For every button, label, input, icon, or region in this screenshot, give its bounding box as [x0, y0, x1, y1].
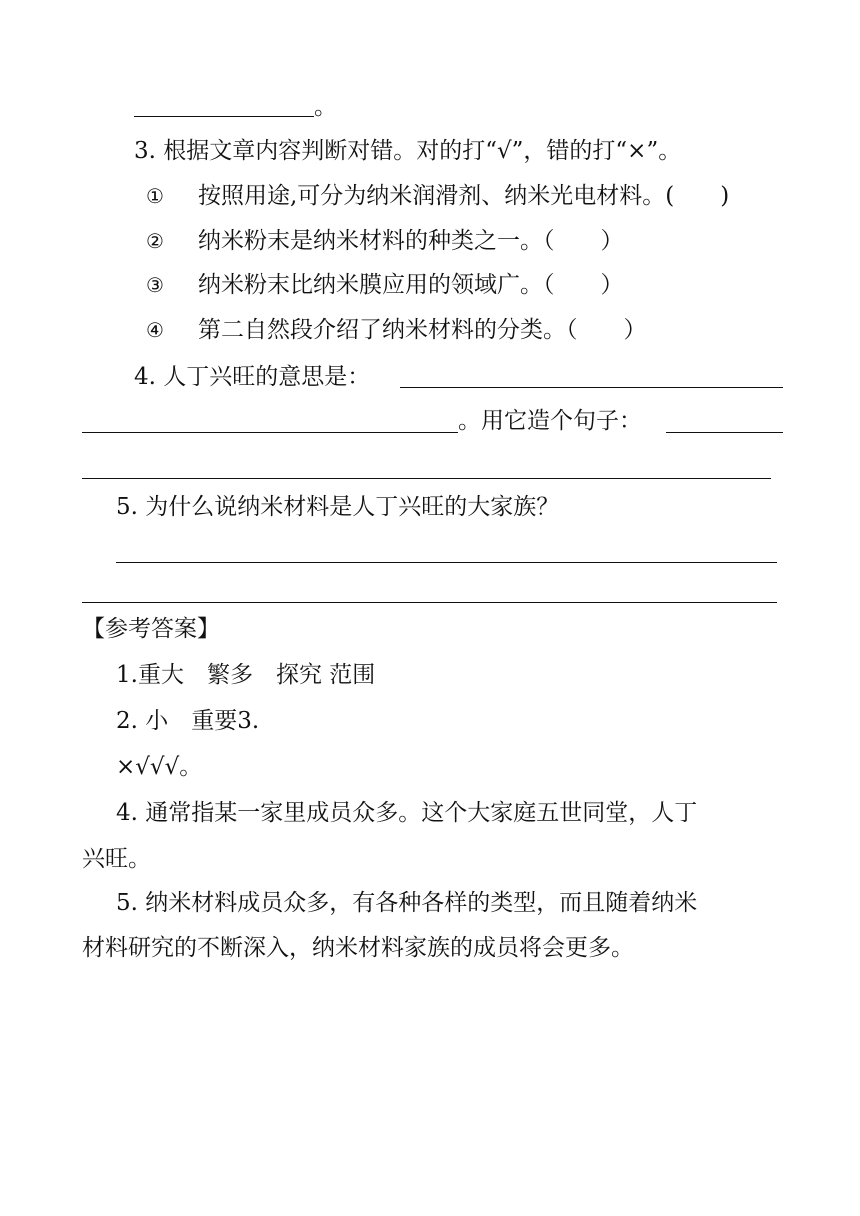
judgment-item-3: 纳米粉末比纳米膜应用的领域广。（ ）: [198, 272, 624, 298]
item-marker-3: ③: [146, 273, 164, 297]
question-4-prompt: 4. 人丁兴旺的意思是：: [134, 364, 371, 390]
answer-blank-q4-meaning[interactable]: [400, 387, 783, 388]
question-3-prompt: 3. 根据文章内容判断对错。对的打“√”，错的打“×”。: [134, 138, 682, 164]
judgment-item-2: 纳米粉末是纳米材料的种类之一。（ ）: [198, 228, 624, 254]
item-marker-1: ①: [146, 184, 164, 208]
answer-3: ×√√√。: [116, 754, 203, 780]
judgment-item-1: 按照用途,可分为纳米润滑剂、纳米光电材料。( ): [198, 183, 730, 209]
question-4-sentence-prompt: 。用它造个句子：: [458, 408, 642, 434]
answer-blank-q5-line1[interactable]: [116, 562, 777, 563]
answer-4-line1: 4. 通常指某一家里成员众多。这个大家庭五世同堂，人丁: [116, 800, 698, 826]
answer-5-line2: 材料研究的不断深入，纳米材料家族的成员将会更多。: [82, 935, 634, 961]
item-marker-2: ②: [146, 229, 164, 253]
q2-tail-punctuation: 。: [314, 94, 337, 120]
answer-5-line1: 5. 纳米材料成员众多，有各种各样的类型，而且随着纳米: [116, 890, 698, 916]
item-marker-4: ④: [146, 318, 164, 342]
answer-4-line2: 兴旺。: [82, 846, 151, 872]
answer-blank-q4-sentence-cont[interactable]: [82, 478, 771, 479]
answer-blank-q5-line2[interactable]: [82, 602, 777, 603]
answer-blank-q4-meaning-cont[interactable]: [82, 432, 458, 433]
answer-2: 2. 小 重要3.: [116, 708, 260, 734]
answer-blank-q4-sentence[interactable]: [666, 432, 783, 433]
answers-heading: 【参考答案】: [82, 616, 220, 642]
answer-1: 1.重大 繁多 探究 范围: [116, 662, 376, 688]
answer-blank-q2[interactable]: [134, 116, 314, 117]
question-5-prompt: 5. 为什么说纳米材料是人丁兴旺的大家族？: [116, 494, 560, 520]
judgment-item-4: 第二自然段介绍了纳米材料的分类。（ ）: [198, 317, 647, 343]
